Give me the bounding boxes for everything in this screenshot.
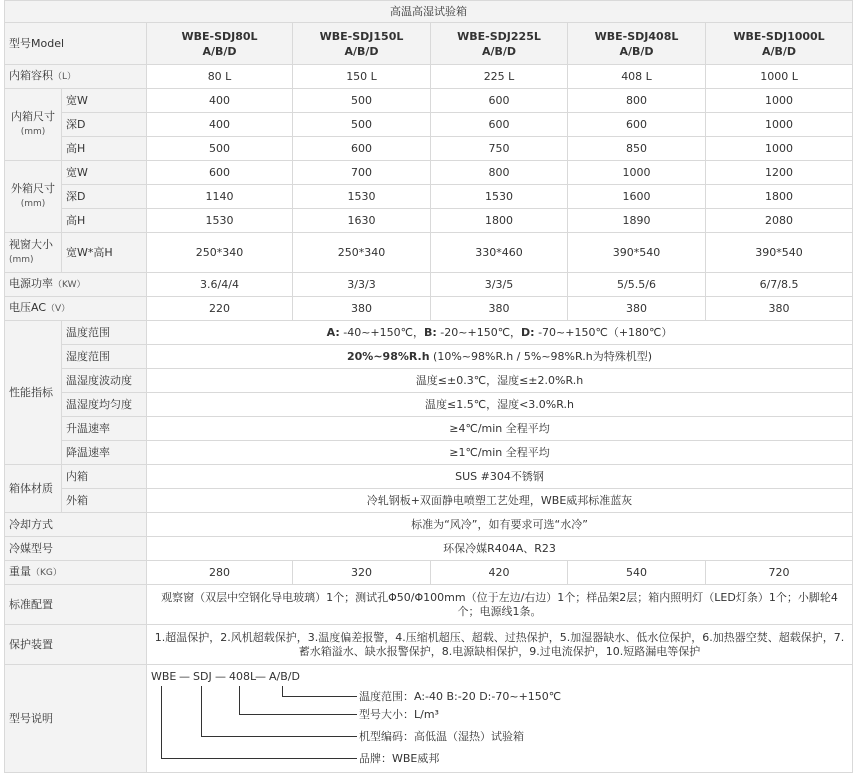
sub-label: 高H [62, 137, 147, 161]
table-cell: 225 L [431, 65, 568, 89]
outer-size-label: 外箱尺寸 (mm) [5, 161, 62, 233]
table-cell: 温度≤±0.3℃，湿度≤±2.0%R.h [147, 369, 853, 393]
sub-label: 宽W*高H [62, 233, 147, 273]
table-cell: 280 [147, 561, 293, 585]
leader-line [201, 686, 202, 737]
sub-label: 温湿度均匀度 [62, 393, 147, 417]
sub-label: 高H [62, 209, 147, 233]
table-cell: 380 [706, 297, 853, 321]
window-row [5, 233, 853, 273]
outer-depth-row [5, 185, 853, 209]
table-cell: 1530 [431, 185, 568, 209]
table-cell: 380 [568, 297, 706, 321]
window-label: 视窗大小 (mm) [5, 233, 62, 273]
table-cell: 540 [568, 561, 706, 585]
table-cell: 800 [431, 161, 568, 185]
protection-row [5, 625, 853, 665]
table-cell: 408 L [568, 65, 706, 89]
table-cell: 1630 [293, 209, 431, 233]
table-cell: 温度≤1.5℃，湿度<3.0%R.h [147, 393, 853, 417]
sub-label: 升温速率 [62, 417, 147, 441]
sub-label: 湿度范围 [62, 345, 147, 369]
model-desc-row [5, 665, 853, 773]
performance-label: 性能指标 [5, 321, 62, 465]
material-outer-row [5, 489, 853, 513]
table-cell: 1000 [706, 137, 853, 161]
table-cell: 3/3/5 [431, 273, 568, 297]
weight-row [5, 561, 853, 585]
voltage-label: 电压AC（V） [5, 297, 147, 321]
humidity-range-value: 20%~98%R.h (10%~98%R.h / 5%~98%R.h为特殊机型) [147, 345, 853, 369]
temp-range-value: A: -40~+150℃，B: -20~+150℃，D: -70~+150℃（+180℃） [147, 321, 853, 345]
table-cell: 3/3/3 [293, 273, 431, 297]
leader-line [239, 714, 357, 715]
leader-line [161, 758, 357, 759]
inner-size-label: 内箱尺寸 (mm) [5, 89, 62, 161]
table-cell: 冷轧钢板+双面静电喷塑工艺处理，WBE威邦标准蓝灰 [147, 489, 853, 513]
protection-value: 1.超温保护，2.风机超载保护，3.温度偏差报警，4.压缩机超压、超载、过热保护，5.加湿器缺水、低水位保护，6.加热器空焚、超载保护，7.蓄水箱溢水、缺水报警保护，8.电源缺相保护，9.过电流保护，10.短路漏电等保护 [147, 625, 853, 665]
table-cell: 500 [147, 137, 293, 161]
table-cell: 600 [431, 113, 568, 137]
table-cell: 5/5.5/6 [568, 273, 706, 297]
table-cell: 1530 [293, 185, 431, 209]
table-cell: 3.6/4/4 [147, 273, 293, 297]
sub-label: 降温速率 [62, 441, 147, 465]
performance-row [5, 417, 853, 441]
table-cell: 500 [293, 89, 431, 113]
table-cell: 750 [431, 137, 568, 161]
code-separator: — [255, 670, 266, 683]
table-cell: 标准为“风冷”，如有要求可选“水冷” [147, 513, 853, 537]
table-cell: 400 [147, 89, 293, 113]
note-size: 型号大小：L/m³ [359, 708, 439, 721]
table-cell: 700 [293, 161, 431, 185]
table-title: 高温高湿试验箱 [5, 1, 853, 23]
standard-row [5, 585, 853, 625]
sub-label: 宽W [62, 161, 147, 185]
sub-label: 深D [62, 113, 147, 137]
leader-line [282, 696, 357, 697]
table-cell: 环保冷媒R404A、R23 [147, 537, 853, 561]
table-cell: 1000 [706, 113, 853, 137]
standard-value: 观察窗（双层中空钢化导电玻璃）1个；测试孔Φ50/Φ100mm（位于左边/右边）1个；样品架2层；箱内照明灯（LED灯条）1个；小脚轮4个；电源线1条。 [147, 585, 853, 625]
table-cell: 1800 [431, 209, 568, 233]
table-cell: 390*540 [568, 233, 706, 273]
note-type-code: 机型编码：高低温（湿热）试验箱 [359, 730, 524, 743]
performance-row [5, 393, 853, 417]
voltage-row [5, 297, 853, 321]
table-cell: 250*340 [293, 233, 431, 273]
capacity-row [5, 65, 853, 89]
table-cell: 220 [147, 297, 293, 321]
table-cell: 2080 [706, 209, 853, 233]
leader-line [239, 686, 240, 715]
inner-depth-row [5, 113, 853, 137]
leader-line [201, 736, 357, 737]
table-cell: 6/7/8.5 [706, 273, 853, 297]
model-diagram-cell [147, 665, 853, 773]
table-cell: 1200 [706, 161, 853, 185]
note-temp-range: 温度范围：A:-40 B:-20 D:-70~+150℃ [359, 690, 562, 703]
power-row [5, 273, 853, 297]
sub-label: 宽W [62, 89, 147, 113]
table-cell: 1530 [147, 209, 293, 233]
material-label: 箱体材质 [5, 465, 62, 513]
table-cell: 330*460 [431, 233, 568, 273]
leader-line [161, 686, 162, 759]
table-cell: 380 [293, 297, 431, 321]
model-header-label: 型号Model [5, 23, 147, 65]
code-part-size: 408L [229, 670, 257, 683]
capacity-label: 内箱容积（L） [5, 65, 147, 89]
table-cell: 420 [431, 561, 568, 585]
table-cell: 80 L [147, 65, 293, 89]
weight-label: 重量（KG） [5, 561, 147, 585]
table-cell: 850 [568, 137, 706, 161]
table-cell: 390*540 [706, 233, 853, 273]
table-cell: 380 [431, 297, 568, 321]
code-part-brand: WBE [151, 670, 177, 683]
performance-row [5, 441, 853, 465]
code-part-range: A/B/D [269, 670, 300, 683]
model-code-diagram [147, 665, 850, 772]
table-cell: 600 [431, 89, 568, 113]
table-cell: 720 [706, 561, 853, 585]
standard-label: 标准配置 [5, 585, 147, 625]
model-header: WBE-SDJ225L A/B/D [431, 23, 568, 65]
protection-label: 保护装置 [5, 625, 147, 665]
table-cell: 1140 [147, 185, 293, 209]
performance-row [5, 369, 853, 393]
cooling-row [5, 513, 853, 537]
humidity-range-row [5, 345, 853, 369]
refrigerant-label: 冷媒型号 [5, 537, 147, 561]
inner-width-row [5, 89, 853, 113]
code-part-type: SDJ [193, 670, 212, 683]
cooling-label: 冷却方式 [5, 513, 147, 537]
table-cell: 1800 [706, 185, 853, 209]
model-header: WBE-SDJ80L A/B/D [147, 23, 293, 65]
table-cell: 600 [147, 161, 293, 185]
table-cell: 800 [568, 89, 706, 113]
sub-label: 温湿度波动度 [62, 369, 147, 393]
model-header: WBE-SDJ1000L A/B/D [706, 23, 853, 65]
code-separator: — [215, 670, 226, 683]
sub-label: 温度范围 [62, 321, 147, 345]
table-cell: 320 [293, 561, 431, 585]
table-cell: 500 [293, 113, 431, 137]
table-cell: 1000 [706, 89, 853, 113]
sub-label: 深D [62, 185, 147, 209]
inner-height-row [5, 137, 853, 161]
model-header: WBE-SDJ150L A/B/D [293, 23, 431, 65]
model-desc-label: 型号说明 [5, 665, 147, 773]
table-cell: 150 L [293, 65, 431, 89]
table-cell: 1000 L [706, 65, 853, 89]
refrigerant-row [5, 537, 853, 561]
note-brand: 品牌：WBE威邦 [359, 752, 440, 765]
power-label: 电源功率（KW） [5, 273, 147, 297]
table-cell: 600 [568, 113, 706, 137]
material-inner-row [5, 465, 853, 489]
sub-label: 内箱 [62, 465, 147, 489]
table-cell: 1600 [568, 185, 706, 209]
outer-height-row [5, 209, 853, 233]
table-cell: 1890 [568, 209, 706, 233]
table-cell: 400 [147, 113, 293, 137]
sub-label: 外箱 [62, 489, 147, 513]
table-cell: ≥4℃/min 全程平均 [147, 417, 853, 441]
model-header: WBE-SDJ408L A/B/D [568, 23, 706, 65]
outer-width-row [5, 161, 853, 185]
spec-table [4, 0, 853, 773]
temp-range-row [5, 321, 853, 345]
table-cell: ≥1℃/min 全程平均 [147, 441, 853, 465]
table-cell: SUS #304不锈钢 [147, 465, 853, 489]
table-cell: 250*340 [147, 233, 293, 273]
table-cell: 600 [293, 137, 431, 161]
table-cell: 1000 [568, 161, 706, 185]
code-separator: — [179, 670, 190, 683]
